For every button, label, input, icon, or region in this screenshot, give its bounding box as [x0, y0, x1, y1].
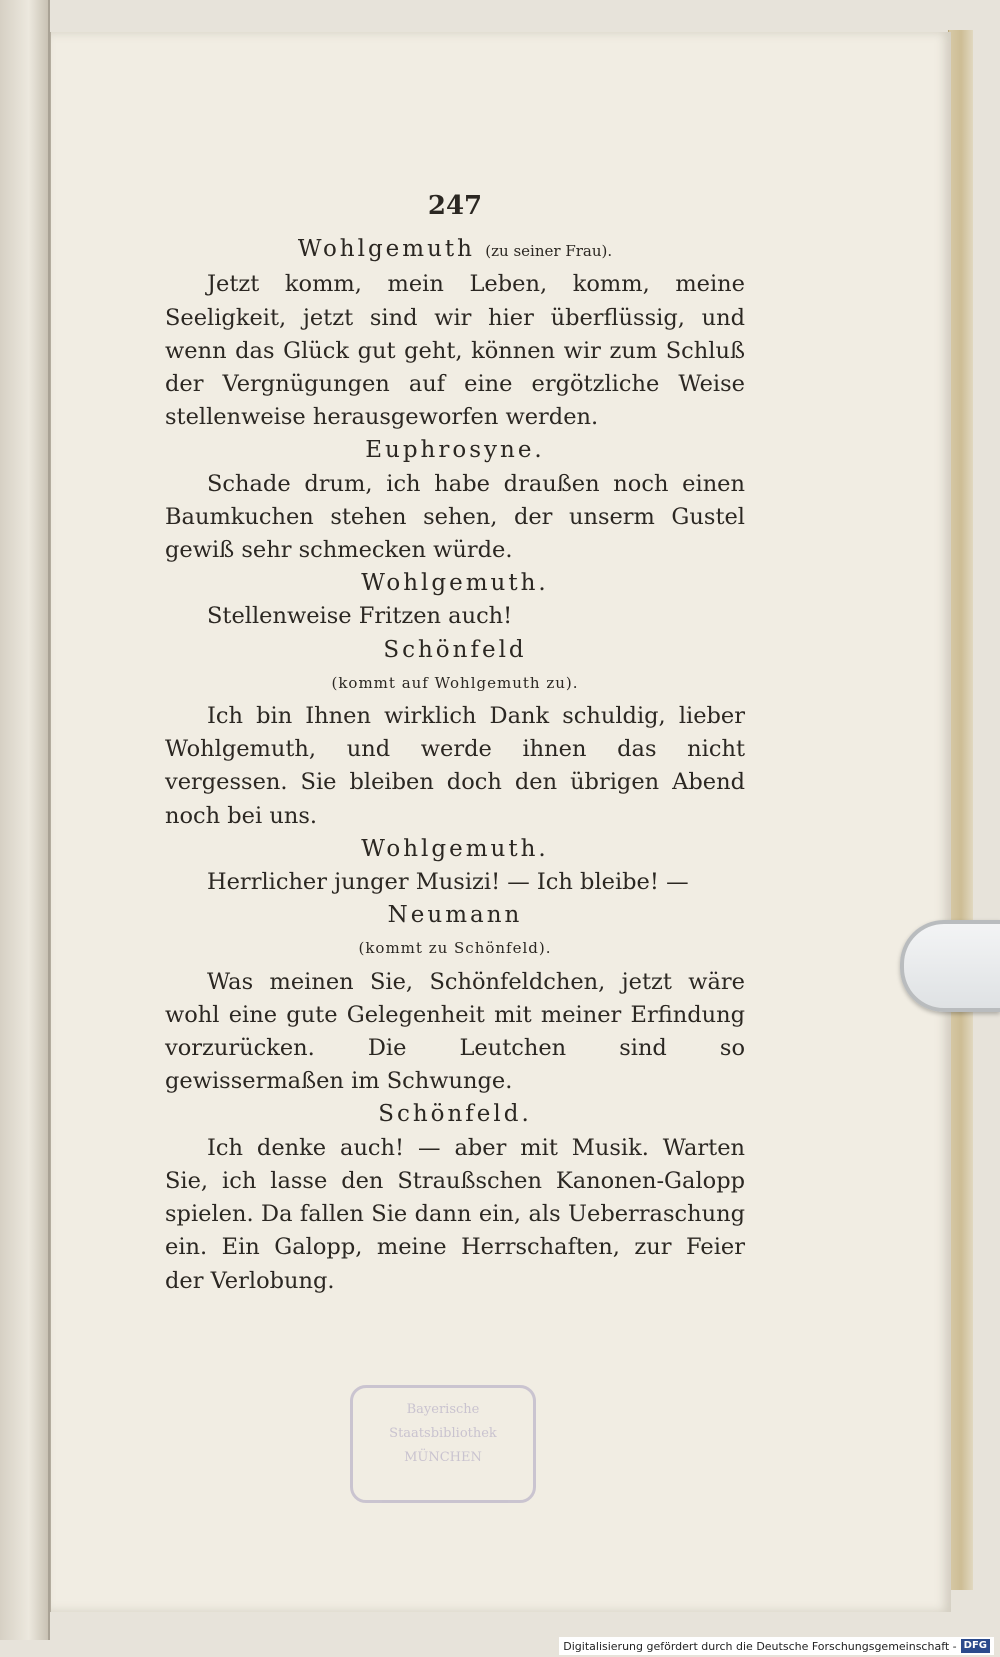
page-clip — [900, 920, 1000, 1012]
speech-paragraph: Schade drum, ich habe draußen noch einen Baumkuchen stehen sehen, der unserm Gustel gewiß sehr schmecken würde. — [165, 470, 745, 564]
speech-paragraph: Herrlicher junger Musizi! — Ich bleibe! — — [207, 869, 689, 896]
speaker-heading: Wohlgemuth. — [361, 835, 549, 862]
speaker-heading: Schönfeld. — [378, 1101, 532, 1128]
page-number: 247 — [427, 191, 483, 221]
speaker-name: Wohlgemuth — [297, 236, 475, 263]
speaker-heading: Wohlgemuth. — [361, 570, 549, 597]
speech-paragraph: Ich denke auch! — aber mit Musik. Warten Sie, ich lasse den Straußschen Kanonen-Galopp spielen. Da fallen Sie dann ein, als Ueberraschung ein. Ein Galopp, meine Herrschaften, zur Feier der Verlobung. — [165, 1134, 745, 1294]
page-text — [165, 190, 745, 1298]
page-stack-edge — [948, 30, 973, 1590]
left-page-edge — [0, 0, 50, 1640]
stage-direction: (kommt zu Schönfeld). — [358, 939, 552, 958]
dfg-logo: DFG — [961, 1639, 990, 1653]
stamp-line: Bayerische — [406, 1402, 480, 1417]
speaker-heading: Euphrosyne. — [365, 437, 545, 464]
speaker-heading: Schönfeld — [383, 636, 527, 663]
digitization-credit — [559, 1637, 994, 1655]
stamp-line: Staatsbibliothek — [389, 1426, 497, 1441]
credit-text: Digitalisierung gefördert durch die Deutsche Forschungsgemeinschaft - — [563, 1639, 957, 1653]
speech-paragraph: Ich bin Ihnen wirklich Dank schuldig, lieber Wohlgemuth, und werde ihnen das nicht vergessen. Sie bleiben doch den übrigen Abend noch bei uns. — [165, 703, 745, 829]
stage-direction: (kommt auf Wohlgemuth zu). — [331, 673, 579, 692]
speaker-heading — [165, 233, 745, 268]
library-stamp — [350, 1385, 536, 1503]
speech-paragraph: Jetzt komm, mein Leben, komm, meine Seeligkeit, jetzt sind wir hier überflüssig, und wenn das Glück gut geht, können wir zum Schluß der Vergnügungen auf eine ergötzliche Weise stellenweise herausgeworfen werden. — [165, 271, 745, 431]
speech-paragraph: Stellenweise Fritzen auch! — [207, 603, 513, 630]
stage-direction: (zu seiner Frau). — [485, 242, 613, 261]
stamp-line: MÜNCHEN — [404, 1450, 482, 1465]
speech-paragraph: Was meinen Sie, Schönfeldchen, jetzt wäre wohl eine gute Gelegenheit mit meiner Erfindung vorzurücken. Die Leutchen sind so gewissermaßen im Schwunge. — [165, 968, 745, 1095]
speaker-heading: Neumann — [387, 902, 523, 929]
